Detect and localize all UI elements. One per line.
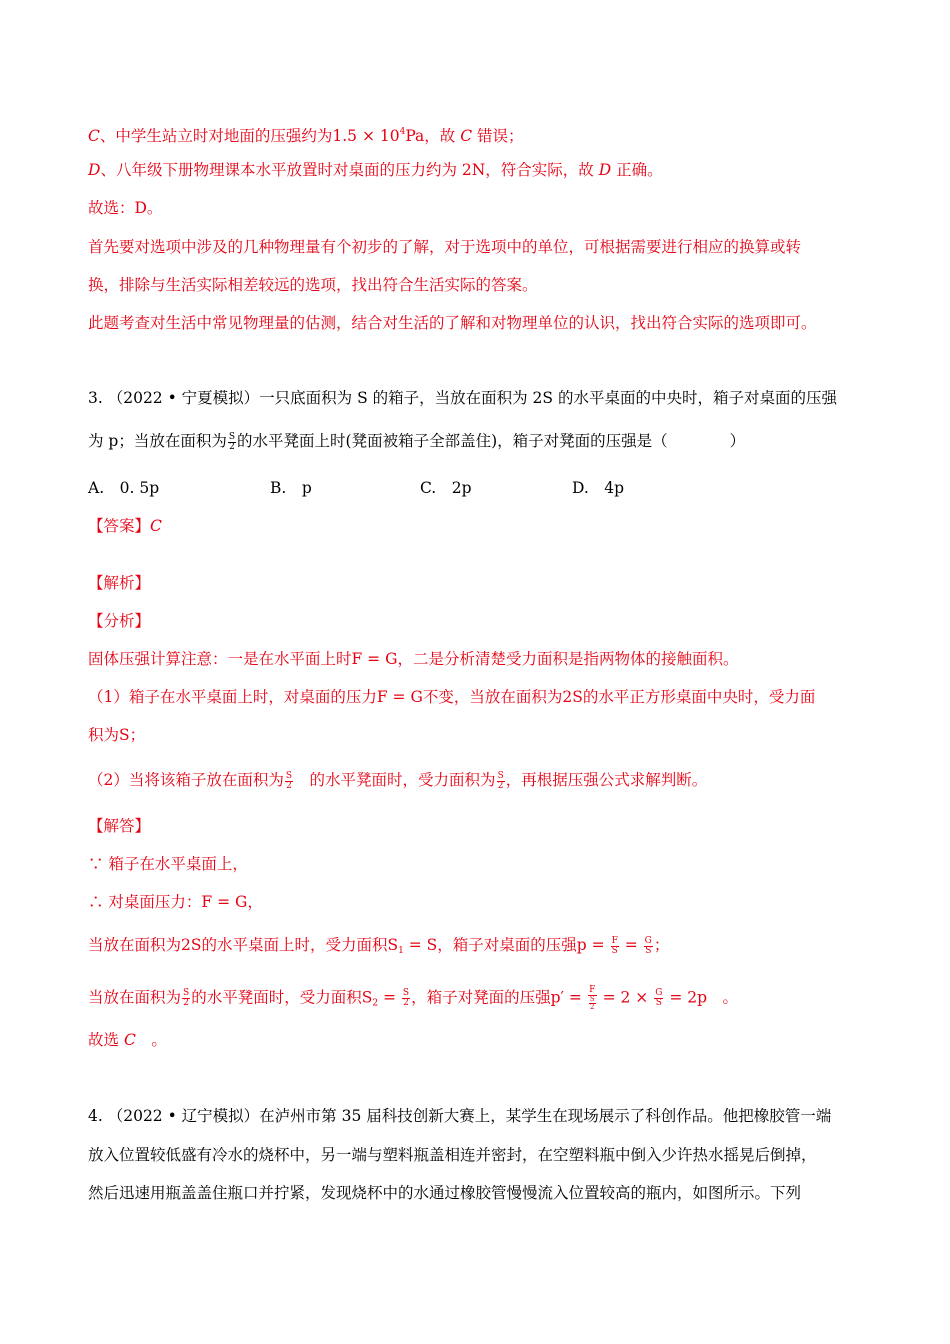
question-stem: 然后迅速用瓶盖盖住瓶口并拧紧，发现烧杯中的水通过橡胶管慢慢流入位置较高的瓶内，如图所示。下列 (88, 1184, 802, 1202)
text: 的水平凳面时，受力面积S (191, 988, 373, 1007)
answer-value: C (123, 1031, 136, 1049)
denominator: 2 (497, 780, 504, 791)
denominator: S (655, 998, 662, 1008)
option-a: A. 0. 5p (88, 479, 160, 497)
fraction (497, 772, 505, 791)
text: （2）当将该箱子放在面积为 (88, 771, 284, 789)
text: = (619, 936, 643, 954)
fraction (644, 937, 653, 956)
analysis-line: 首先要对选项中涉及的几种物理量有个初步的了解，对于选项中的单位，可根据需要进行相应的换算或转 (88, 238, 802, 256)
text: = (378, 988, 401, 1007)
numerator: G (655, 988, 663, 998)
solution-line: ∴ 对桌面压力：F = G， (88, 893, 263, 911)
analysis-line: 积为S； (88, 726, 146, 744)
text: 错误； (472, 127, 524, 145)
options-row (88, 477, 788, 499)
option-d-explanation (88, 159, 663, 181)
subscript: 1 (398, 946, 404, 956)
option-letter: D (88, 161, 101, 179)
text: 正确。 (611, 161, 663, 179)
text: 的水平凳面时，受力面积为 (294, 771, 496, 789)
denominator: 2 (183, 998, 189, 1008)
question-stem: 4. （2022 • 辽宁模拟）在泸州市第 35 届科技创新大赛上，某学生在现场展示了科创作品。他把橡胶管一端 (88, 1107, 832, 1125)
numerator: S (402, 988, 410, 998)
denominator: S (645, 945, 652, 956)
choose-answer: 故选：D。 (88, 199, 163, 217)
analysis-line: （1）箱子在水平桌面上时，对桌面的压力F = G不变，当放在面积为2S的水平正方形桌面中央时，受力面 (88, 688, 816, 706)
numerator: F (589, 985, 596, 995)
question-stem: 3. （2022 • 宁夏模拟）一只底面积为 S 的箱子，当放在面积为 2S 的水平桌面的中央时，箱子对桌面的压强 (88, 389, 837, 407)
numerator: S (497, 770, 504, 781)
question-stem (88, 430, 745, 452)
solution-line (88, 934, 669, 962)
text: 为 p；当放在面积为 (88, 432, 227, 450)
denominator: 2 (590, 1003, 595, 1011)
option-c-explanation (88, 121, 524, 147)
denominator (588, 996, 597, 1011)
inner-fraction (589, 996, 596, 1011)
analysis-line (88, 769, 707, 791)
answer (88, 515, 162, 537)
compound-fraction (588, 986, 597, 1011)
text: ，再根据压强公式求解判断。 (505, 771, 708, 789)
numerator: S (589, 995, 595, 1003)
option-d: D. 4p (572, 479, 625, 497)
numerator: S (285, 770, 293, 781)
text: ，箱子对凳面的压强p′ = (411, 988, 587, 1007)
fraction (654, 989, 663, 1008)
solution-line (88, 986, 738, 1015)
text: = S，箱子对桌面的压强p = (403, 936, 610, 954)
numerator: S (228, 431, 236, 442)
option-letter: C (88, 127, 100, 145)
option-b: B. p (270, 479, 312, 497)
section-jieda: 【解答】 (88, 817, 151, 835)
text: Pa，故 (405, 127, 461, 145)
text: 当放在面积为 (88, 988, 182, 1007)
text: 。 (135, 1031, 167, 1049)
fraction (228, 433, 236, 452)
fraction (611, 937, 619, 956)
answer-label: 【答案】 (88, 517, 151, 535)
option-letter: C (460, 127, 473, 145)
section-fenxi: 【分析】 (88, 612, 151, 630)
fraction (285, 772, 293, 791)
denominator: 2 (403, 998, 409, 1008)
analysis-line: 换，排除与生活实际相差较远的选项，找出符合生活实际的答案。 (88, 276, 538, 294)
numerator: S (183, 988, 190, 998)
text: ； (653, 936, 670, 954)
subscript: 2 (372, 998, 379, 1009)
text: 的水平凳面上时(凳面被箱子全部盖住)，箱子对凳面的压强是（ ） (237, 432, 746, 450)
solution-line: ∵ 箱子在水平桌面上， (88, 855, 248, 873)
option-letter: D (598, 161, 612, 179)
denominator: 2 (286, 780, 292, 791)
numerator: F (611, 935, 618, 946)
option-c: C. 2p (420, 479, 472, 497)
analysis-line: 固体压强计算注意：一是在水平面上时F = G，二是分析清楚受力面积是指两物体的接触面积。 (88, 650, 739, 668)
answer-value: C (150, 517, 162, 535)
exponent: 4 (399, 127, 406, 137)
denominator: 2 (229, 441, 235, 452)
fraction (182, 989, 190, 1008)
text: = 2 × (597, 988, 654, 1007)
text: 、八年级下册物理课本水平放置时对桌面的压力约为 2N，符合实际，故 (100, 161, 599, 179)
text: 故选 (88, 1031, 124, 1049)
denominator: S (611, 945, 618, 956)
numerator: G (644, 935, 652, 946)
text: 、中学生站立时对地面的压强约为1.5 × 10 (99, 127, 400, 145)
final-answer (88, 1029, 167, 1051)
fraction (402, 989, 410, 1008)
text: = 2p 。 (664, 988, 739, 1007)
section-jiexi: 【解析】 (88, 574, 151, 592)
text: 当放在面积为2S的水平桌面上时，受力面积S (88, 936, 399, 954)
analysis-line: 此题考查对生活中常见物理量的估测，结合对生活的了解和对物理单位的认识，找出符合实际的选项即可。 (88, 314, 817, 332)
question-stem: 放入位置较低盛有冷水的烧杯中，另一端与塑料瓶盖相连并密封，在空塑料瓶中倒入少许热水摇晃后倒掉， (88, 1146, 817, 1164)
